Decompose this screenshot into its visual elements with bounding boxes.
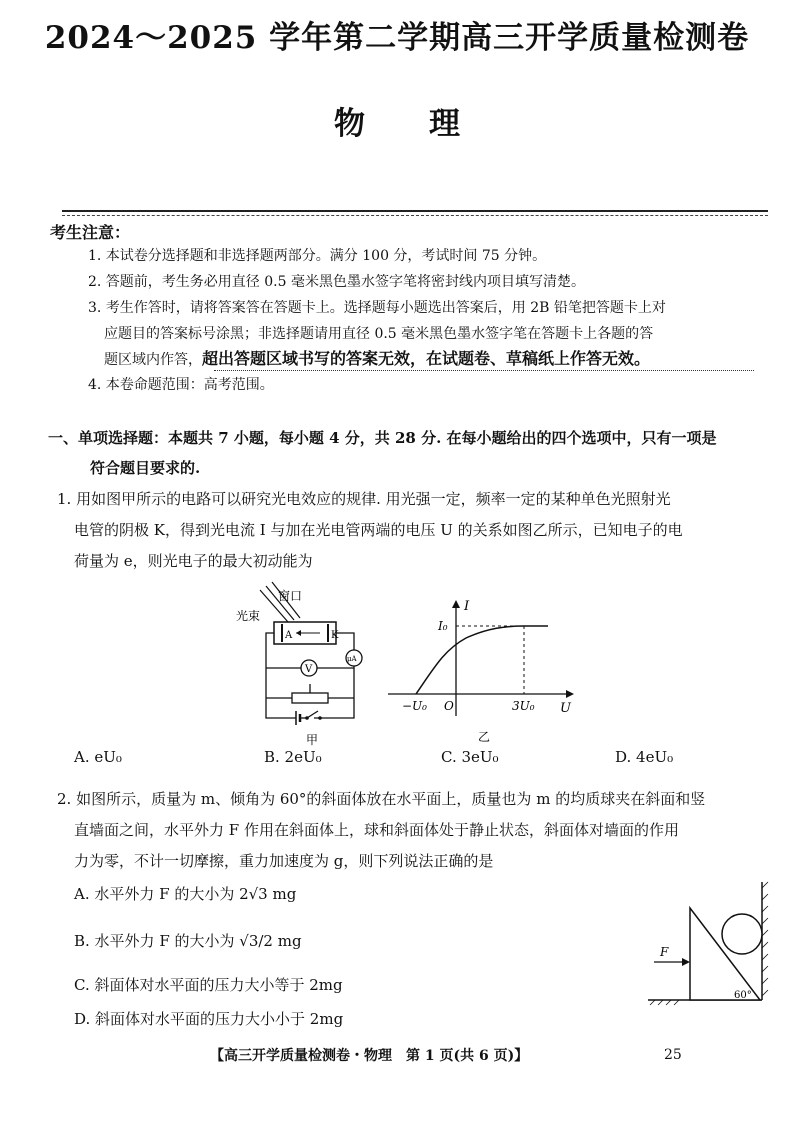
figure-b-caption: 乙 [478,730,491,744]
notice-emphasis: 超出答题区域书写的答案无效，在试题卷、草稿纸上作答无效。 [202,349,651,368]
notice-item-4: 4. 本卷命题范围：高考范围。 [88,377,274,393]
notice-item-3-end-text: 题区域内作答， [104,352,202,368]
q2-option-a[interactable]: A. 水平外力 F 的大小为 2√3 mg [74,885,297,903]
q1-figure-graph [382,598,582,748]
q2-line2: 直墙面之间，水平外力 F 作用在斜面体上，球和斜面体处于静止状态，斜面体对墙面的作用 [74,821,679,839]
notice-heading: 考生注意： [50,223,131,242]
emphasis-underline [214,370,754,371]
beam-label: 光束 [236,609,261,623]
notice-item-3-cont: 应题目的答案标号涂黑；非选择题请用直径 0.5 毫米黑色墨水签字笔在答题卡上各题的答 [104,326,654,342]
q1-stem [57,484,772,577]
angle-label: 60° [734,990,752,1001]
page-footer: 【高三开学质量检测卷・物理 第 1 页(共 6 页)】 [210,1048,529,1064]
y-axis-arrow [452,600,460,608]
q1-line1: 1. 用如图甲所示的电路可以研究光电效应的规律. 用光强一定，频率一定的某种单色光照射光 [57,490,671,508]
q2-option-c[interactable]: C. 斜面体对水平面的压力大小等于 2mg [74,976,343,994]
notice-item-3: 3. 考生作答时，请将答案答在答题卡上。选择题每小题选出答案后，用 2B 铅笔把答题卡上对 [88,300,666,316]
section-heading [48,423,778,483]
q1-line2: 电管的阴极 K，得到光电流 I 与加在光电管两端的电压 U 的关系如图乙所示，已知电子的电 [74,521,683,539]
q2-option-b[interactable]: B. 水平外力 F 的大小为 √3/2 mg [74,932,302,950]
q1-line3: 荷量为 e，则光电子的最大初动能为 [74,552,313,570]
wire-right [314,633,354,718]
y-axis-label: I [464,599,470,614]
force-label: F [660,945,669,959]
iu-curve [416,626,548,694]
q2-stem [57,784,772,877]
wire-left [266,633,296,718]
origin-label: O [444,699,454,713]
q1-option-c[interactable]: C. 3eU₀ [441,748,499,766]
force-arrowhead [682,958,690,966]
x-axis-label: U [560,701,571,716]
cathode-label: K [331,630,339,641]
section-heading-line2: 符合题目要求的. [90,459,201,477]
q1-figure-circuit [236,580,366,750]
header-rule [62,210,768,212]
section-heading-line1: 一、单项选择题：本题共 7 小题，每小题 4 分，共 28 分. 在每小题给出的四个选项中，只有一项是 [48,429,717,447]
q1-option-b[interactable]: B. 2eU₀ [264,748,322,766]
wall-hatch [762,882,768,996]
ammeter-label: μA [347,655,357,663]
subject-title: 物理 [334,106,524,142]
x-axis-arrow [566,690,574,698]
q2-line1: 2. 如图所示，质量为 m、倾角为 60°的斜面体放在水平面上，质量也为 m 的均质球夹在斜面和竖 [57,790,706,808]
page-code: 25 [664,1047,682,1063]
anode-label: A [285,630,293,641]
q1-option-a[interactable]: A. eU₀ [74,748,122,766]
q2-option-d[interactable]: D. 斜面体对水平面的压力大小小于 2mg [74,1010,344,1028]
figure-a-caption: 甲 [306,733,319,747]
neg-u0-label: −U₀ [402,699,427,713]
notice-item-1: 1. 本试卷分选择题和非选择题两部分。满分 100 分，考试时间 75 分钟。 [88,248,547,264]
3u0-label: 3U₀ [512,699,535,713]
rheostat-icon [292,693,328,703]
header-rule-dashed [62,215,768,216]
electron-arrowhead [296,630,301,636]
voltmeter-label: V [305,664,313,675]
window-label: 窗口 [278,589,303,603]
switch-contact [318,716,322,720]
q2-figure [640,878,774,1008]
notice-item-2: 2. 答题前，考生务必用直径 0.5 毫米黑色墨水签字笔将密封线内项目填写清楚。 [88,274,585,290]
q1-option-d[interactable]: D. 4eU₀ [615,748,674,766]
q2-line3: 力为零，不计一切摩擦，重力加速度为 g，则下列说法正确的是 [74,852,494,870]
i0-label: I₀ [438,619,448,633]
switch-icon [307,711,318,718]
exam-title: 2024～2025 学年第二学期高三开学质量检测卷 [44,20,750,56]
ball [722,914,762,954]
